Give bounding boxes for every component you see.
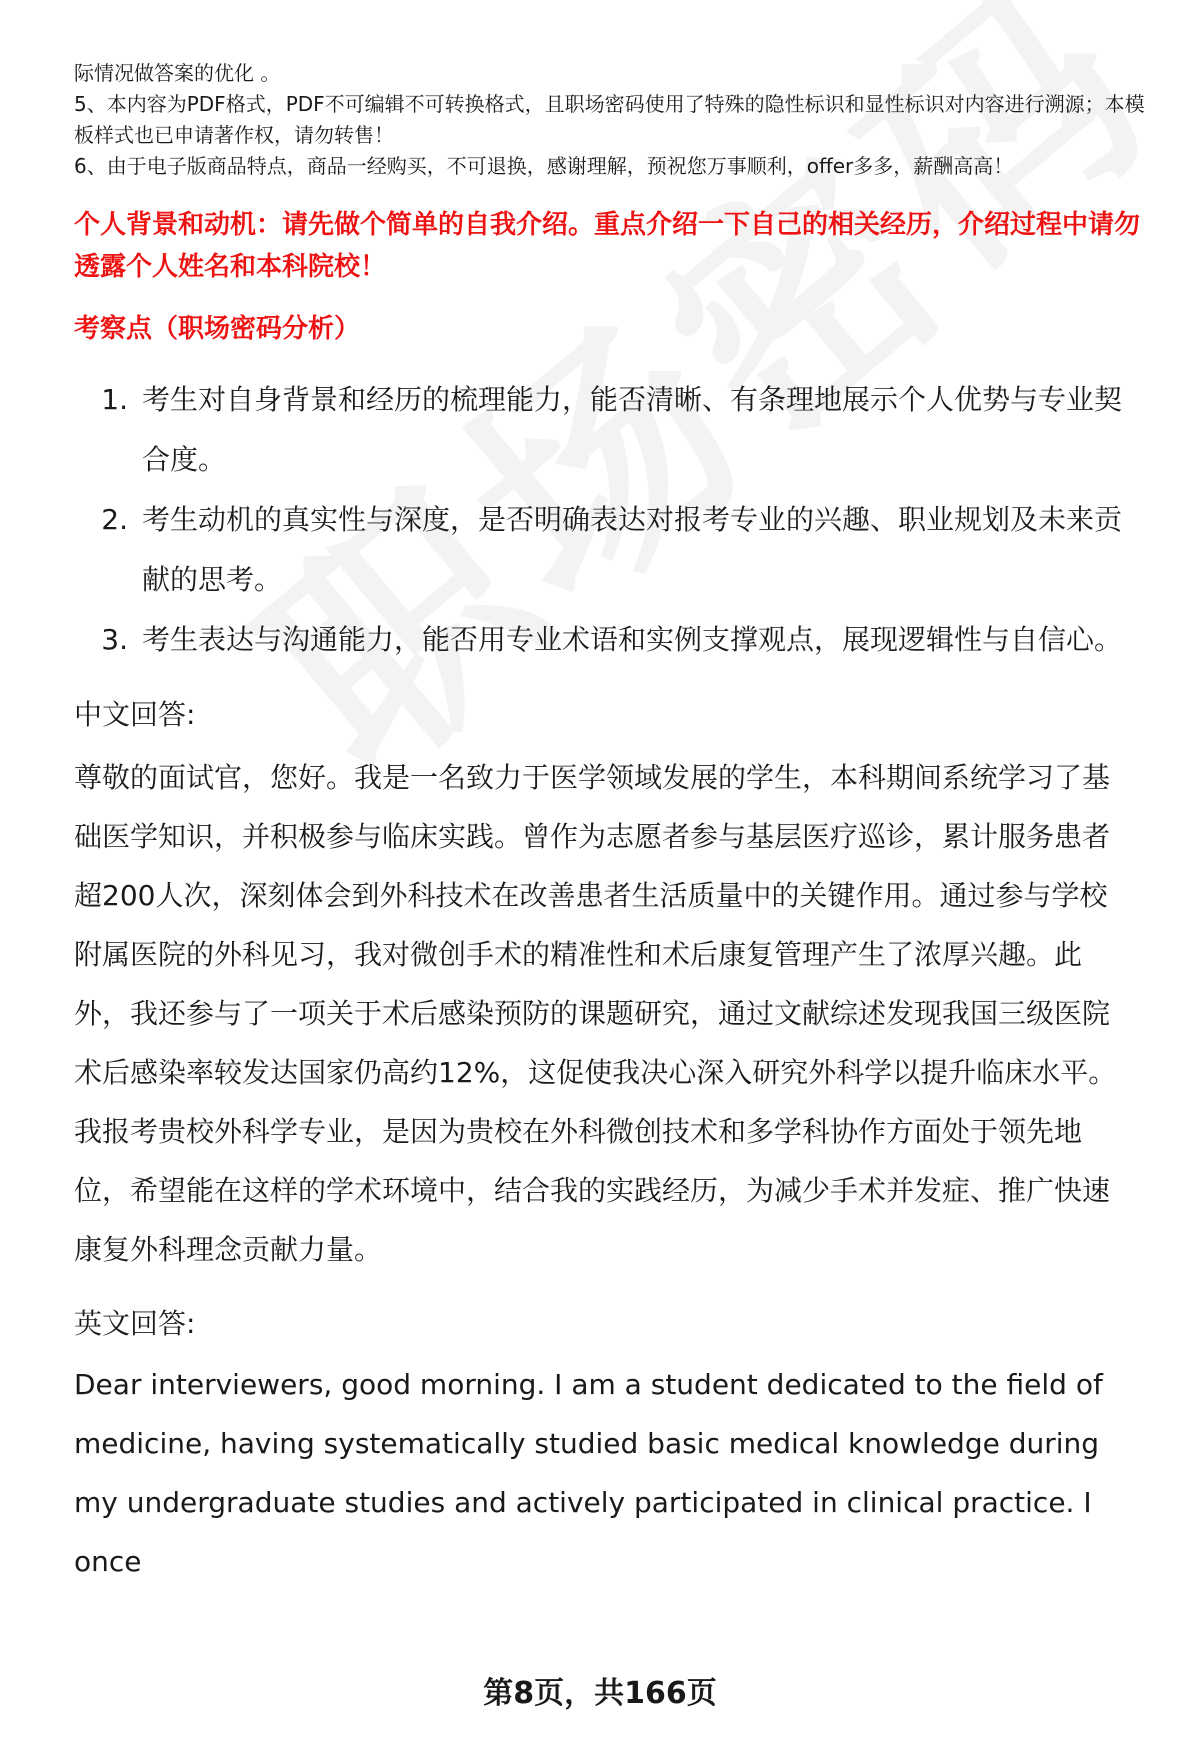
list-item bbox=[74, 490, 1164, 610]
list-item bbox=[74, 370, 1164, 490]
list-item-number: 1. bbox=[101, 383, 128, 416]
note-line: 6、由于电子版商品特点，商品一经购买，不可退换，感谢理解，预祝您万事顺利，offer多多，薪酬高高！ bbox=[74, 154, 1014, 178]
notes-section bbox=[74, 58, 1164, 182]
list-item bbox=[74, 610, 1164, 670]
page-number: 第8页，共166页 bbox=[483, 1676, 717, 1711]
english-answer-label: 英文回答: bbox=[74, 1307, 196, 1340]
english-answer-text: Dear interviewers, good morning. I am a student dedicated to the field of medicine, having systematically studied basic medical knowledge during my undergraduate studies and actively participated in clinical practice. I once bbox=[74, 1368, 1103, 1578]
question-heading: 个人背景和动机：请先做个简单的自我介绍。重点介绍一下自己的相关经历，介绍过程中请勿透露个人姓名和本科院校！ bbox=[74, 210, 1141, 282]
note-line: 5、本内容为PDF格式，PDF不可编辑不可转换格式，且职场密码使用了特殊的隐性标识和显性标识对内容进行溯源；本模板样式也已申请著作权，请勿转售！ bbox=[74, 92, 1145, 147]
list-item-number: 2. bbox=[101, 503, 128, 536]
page-content bbox=[74, 58, 1164, 1591]
list-item-text: 考生表达与沟通能力，能否用专业术语和实例支撑观点，展现逻辑性与自信心。 bbox=[142, 623, 1123, 656]
analysis-points bbox=[74, 370, 1164, 670]
chinese-answer-label: 中文回答: bbox=[74, 698, 196, 731]
list-item-number: 3. bbox=[101, 623, 128, 656]
analysis-title: 考察点（职场密码分析） bbox=[74, 314, 361, 344]
list-item-text: 考生对自身背景和经历的梳理能力，能否清晰、有条理地展示个人优势与专业契合度。 bbox=[142, 383, 1123, 476]
list-item-text: 考生动机的真实性与深度，是否明确表达对报考专业的兴趣、职业规划及未来贡献的思考。 bbox=[142, 503, 1123, 596]
chinese-answer-text: 尊敬的面试官，您好。我是一名致力于医学领域发展的学生，本科期间系统学习了基础医学知识，并积极参与临床实践。曾作为志愿者参与基层医疗巡诊，累计服务患者超200人次，深刻体会到外科技术在改善患者生活质量中的关键作用。通过参与学校附属医院的外科见习，我对微创手术的精准性和术后康复管理产生了浓厚兴趣。此外，我还参与了一项关于术后感染预防的课题研究，通过文献综述发现我国三级医院术后感染率较发达国家仍高约12%，这促使我决心深入研究外科学以提升临床水平。我报考贵校外科学专业，是因为贵校在外科微创技术和多学科协作方面处于领先地位，希望能在这样的学术环境中，结合我的实践经历，为减少手术并发症、推广快速康复外科理念贡献力量。 bbox=[74, 761, 1117, 1266]
note-line: 际情况做答案的优化 。 bbox=[74, 61, 281, 85]
